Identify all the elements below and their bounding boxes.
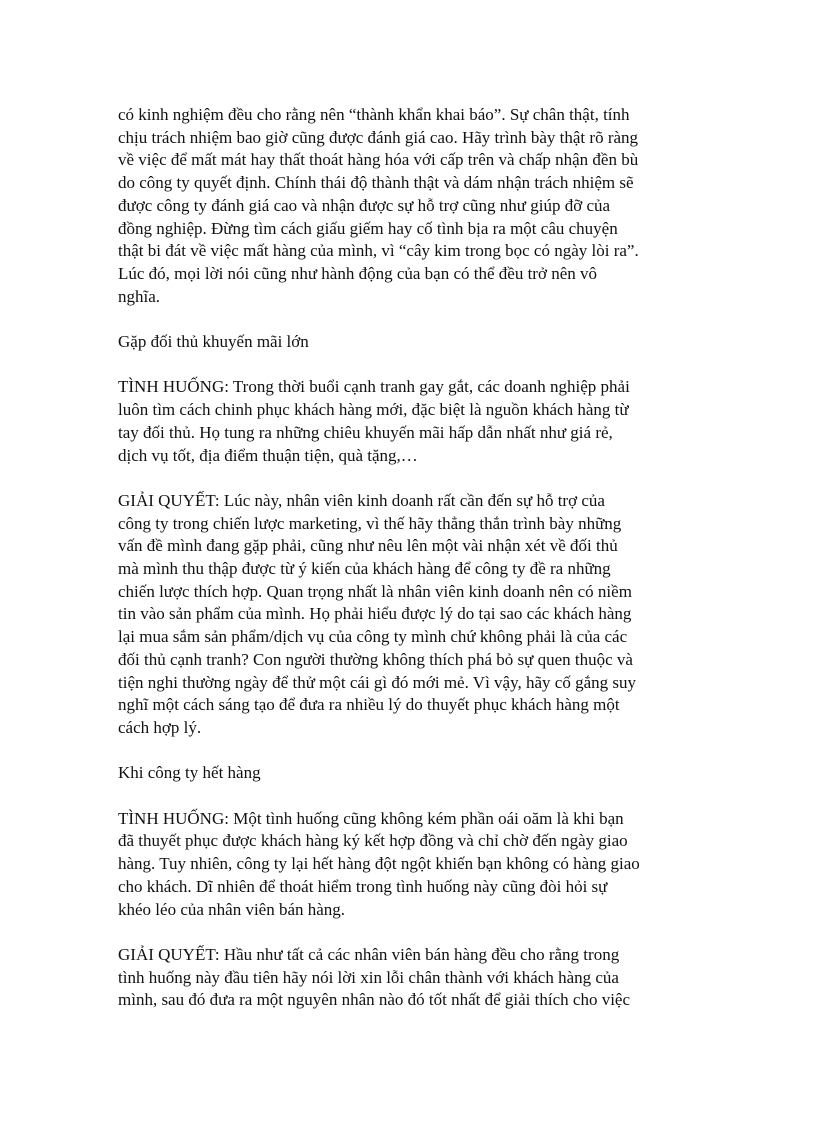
text-line: chiến lược thích hợp. Quan trọng nhất là nhân viên kinh doanh nên có niềm — [118, 581, 632, 601]
paragraph-spacer — [118, 740, 708, 763]
text-line: thật bi đát về việc mất hàng của mình, vì “cây kim trong bọc có ngày lòi ra”. — [118, 241, 639, 261]
text-line: luôn tìm cách chinh phục khách hàng mới, đặc biệt là nguồn khách hàng từ — [118, 400, 629, 420]
text-line: có kinh nghiệm đều cho rằng nên “thành khẩn khai báo”. Sự chân thật, tính — [118, 105, 630, 124]
text-line: chịu trách nhiệm bao giờ cũng được đánh giá cao. Hãy trình bày thật rõ ràng — [118, 127, 639, 147]
body-paragraph — [118, 376, 708, 467]
text-line: được công ty đánh giá cao và nhận được sự hỗ trợ cũng như giúp đỡ của — [118, 195, 611, 215]
text-line: GIẢI QUYẾT: Hầu như tất cả các nhân viên bán hàng đều cho rằng trong — [118, 944, 620, 964]
text-line: công ty trong chiến lược marketing, vì thế hãy thẳng thắn trình bày những — [118, 513, 622, 533]
text-line: tay đối thủ. Họ tung ra những chiêu khuyến mãi hấp dẫn nhất như giá rẻ, — [118, 422, 613, 442]
text-line: Gặp đối thủ khuyến mãi lớn — [118, 332, 309, 352]
text-line: đã thuyết phục được khách hàng ký kết hợp đồng và chỉ chờ đến ngày giao — [118, 831, 628, 851]
paragraph-spacer — [118, 467, 708, 490]
text-line: do công ty quyết định. Chính thái độ thành thật và dám nhận trách nhiệm sẽ — [118, 173, 634, 193]
text-line: Lúc đó, mọi lời nói cũng như hành động của bạn có thể đều trở nên vô — [118, 263, 598, 283]
text-line: tin vào sản phẩm của mình. Họ phải hiểu được lý do tại sao các khách hàng — [118, 604, 632, 624]
text-line: về việc để mất mát hay thất thoát hàng hóa với cấp trên và chấp nhận đền bù — [118, 150, 639, 170]
text-line: vấn đề mình đang gặp phải, cũng như nêu lên một vài nhận xét về đối thủ — [118, 536, 618, 556]
text-line: mình, sau đó đưa ra một nguyên nhân nào đó tốt nhất để giải thích cho việc — [118, 990, 631, 1010]
text-line: GIẢI QUYẾT: Lúc này, nhân viên kinh doanh rất cần đến sự hỗ trợ của — [118, 490, 605, 510]
text-line: nghĩa. — [118, 286, 161, 306]
text-line: dịch vụ tốt, địa điểm thuận tiện, quà tặng,… — [118, 445, 418, 465]
text-line: hàng. Tuy nhiên, công ty lại hết hàng đột ngột khiến bạn không có hàng giao — [118, 854, 640, 874]
text-line: nghĩ một cách sáng tạo để đưa ra nhiều lý do thuyết phục khách hàng một — [118, 695, 620, 715]
text-line: khéo léo của nhân viên bán hàng. — [118, 899, 346, 919]
text-line: đối thủ cạnh tranh? Con người thường không thích phá bỏ sự quen thuộc và — [118, 649, 633, 669]
document-body — [118, 104, 708, 1012]
text-line: lại mua sắm sản phẩm/dịch vụ của công ty mình chứ không phải là của các — [118, 627, 628, 647]
body-paragraph — [118, 944, 708, 1012]
paragraph-spacer — [118, 308, 708, 331]
body-paragraph — [118, 104, 708, 308]
text-line: mà mình thu thập được từ ý kiến của khách hàng để công ty đề ra những — [118, 559, 611, 579]
text-line: cách hợp lý. — [118, 717, 202, 737]
paragraph-spacer — [118, 921, 708, 944]
text-line: tiện nghi thường ngày để thử một cái gì đó mới mẻ. Vì vậy, hãy cố gắng suy — [118, 672, 636, 692]
text-line: TÌNH HUỐNG: Một tình huống cũng không kém phần oái oăm là khi bạn — [118, 808, 624, 828]
paragraph-spacer — [118, 785, 708, 808]
paragraph-spacer — [118, 354, 708, 377]
body-paragraph — [118, 490, 708, 740]
text-line: cho khách. Dĩ nhiên để thoát hiểm trong tình huống này cũng đòi hỏi sự — [118, 876, 608, 896]
section-heading — [118, 762, 708, 785]
text-line: tình huống này đầu tiên hãy nói lời xin lỗi chân thành với khách hàng của — [118, 967, 619, 987]
text-line: TÌNH HUỐNG: Trong thời buổi cạnh tranh gay gắt, các doanh nghiệp phải — [118, 377, 630, 397]
section-heading — [118, 331, 708, 354]
body-paragraph — [118, 808, 708, 922]
text-line: đồng nghiệp. Đừng tìm cách giấu giếm hay cố tình bịa ra một câu chuyện — [118, 218, 618, 238]
text-line: Khi công ty hết hàng — [118, 763, 261, 783]
